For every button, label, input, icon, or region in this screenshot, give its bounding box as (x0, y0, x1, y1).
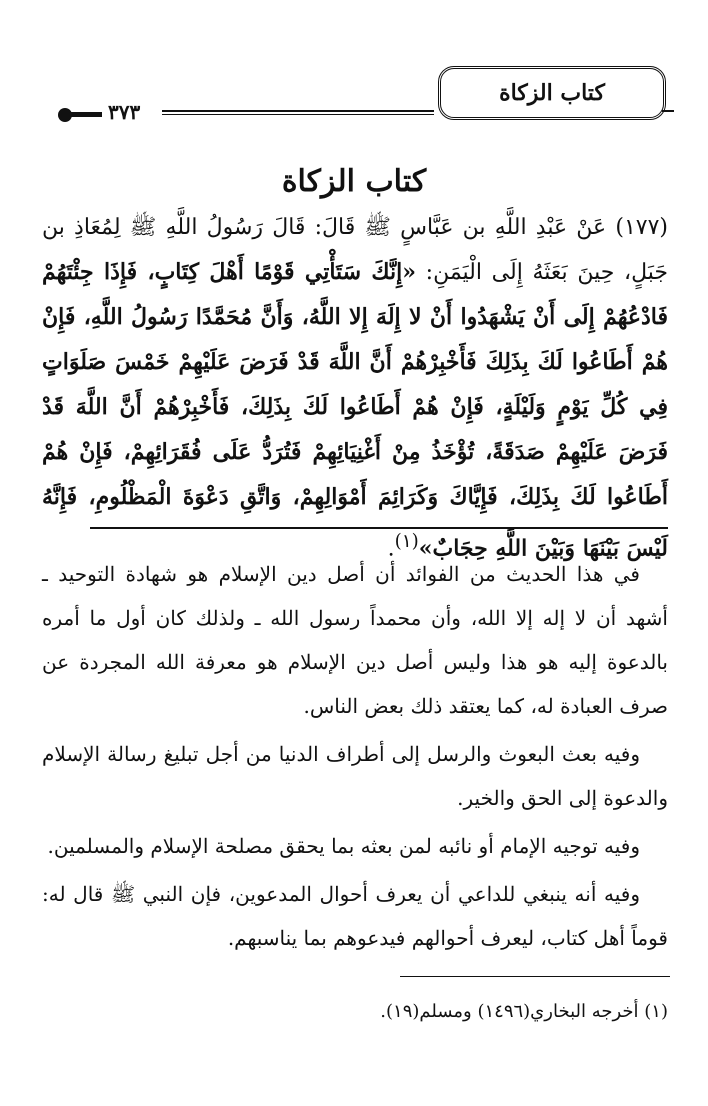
commentary (42, 552, 668, 964)
chapter-title: كتاب الزكاة (281, 164, 427, 199)
page-number: ٣٧٣ (108, 100, 141, 124)
commentary-paragraph: وفيه أنه ينبغي للداعي أن يعرف أحوال المدعوين، فإن النبي ﷺ قال له: قوماً أهل كتاب، ليعرف أحوالهم فيدعوهم بما يناسبهم. (42, 882, 668, 950)
footnote-separator (400, 976, 670, 977)
hadith-text (42, 206, 668, 571)
footnote-reference[interactable]: (١) (394, 531, 419, 552)
header-ornament-bar (70, 112, 102, 117)
commentary-paragraph: وفيه بعث البعوث والرسل إلى أطراف الدنيا من أجل تبليغ رسالة الإسلام والدعوة إلى الحق والخير. (42, 742, 668, 810)
footnote: (١) أخرجه البخاري(١٤٩٦) ومسلم(١٩). (380, 1001, 668, 1022)
hadith-number: (١٧٧) (615, 215, 668, 240)
hadith-intro: عَنْ عَبْدِ اللَّهِ بن عَبَّاسٍ ﷺ قَالَ: قَالَ رَسُولُ اللَّهِ ﷺ لِمُعَاذِ بن جَبَلٍ، حِينَ بَعَثَهُ إِلَى الْيَمَنِ: (42, 215, 668, 285)
commentary-paragraph: وفيه توجيه الإمام أو نائبه لمن بعثه بما يحقق مصلحة الإسلام والمسلمين. (47, 834, 640, 858)
section-separator (90, 527, 668, 529)
running-title-text: كتاب الزكاة (499, 80, 605, 106)
hadith-end: . (387, 536, 395, 562)
commentary-paragraph: في هذا الحديث من الفوائد أن أصل دين الإسلام هو شهادة التوحيد ـ أشهد أن لا إله إلا الله، وأن محمداً رسول الله ـ ولذلك كان أول ما أمره بالدعوة إليه هو هذا وليس أصل دين الإسلام هو معرفة الله المجردة عن صرف العبادة له، كما يعتقد ذلك بعض الناس. (42, 562, 668, 718)
header-rule (162, 110, 434, 115)
header-rule-tail (662, 110, 674, 112)
running-title (438, 66, 666, 120)
hadith-quote: «إِنَّكَ سَتَأْتِي قَوْمًا أَهْلَ كِتَابٍ، فَإِذَا جِئْتَهُمْ فَادْعُهُمْ إِلَى أَنْ يَشْهَدُوا أَنْ لا إِلَهَ إِلا اللَّهُ، وَأَنَّ مُحَمَّدًا رَسُولُ اللَّهِ، فَإِنْ هُمْ أَطَاعُوا لَكَ بِذَلِكَ فَأَخْبِرْهُمْ أَنَّ اللَّهَ قَدْ فَرَضَ عَلَيْهِمْ خَمْسَ صَلَوَاتٍ فِي كُلِّ يَوْمٍ وَلَيْلَةٍ، فَإِنْ هُمْ أَطَاعُوا لَكَ بِذَلِكَ، فَأَخْبِرْهُمْ أَنَّ اللَّهَ قَدْ فَرَضَ عَلَيْهِمْ صَدَقَةً، تُؤْخَذُ مِنْ أَغْنِيَائِهِمْ فَتُرَدُّ عَلَى فُقَرَائِهِمْ، فَإِنْ هُمْ أَطَاعُوا لَكَ بِذَلِكَ، فَإِيَّاكَ وَكَرَائِمَ أَمْوَالِهِمْ، وَاتَّقِ دَعْوَةَ الْمَظْلُومِ، فَإِنَّهُ لَيْسَ بَيْنَهَا وَبَيْنَ اللَّهِ حِجَابٌ» (42, 259, 669, 562)
page-header (50, 62, 670, 122)
